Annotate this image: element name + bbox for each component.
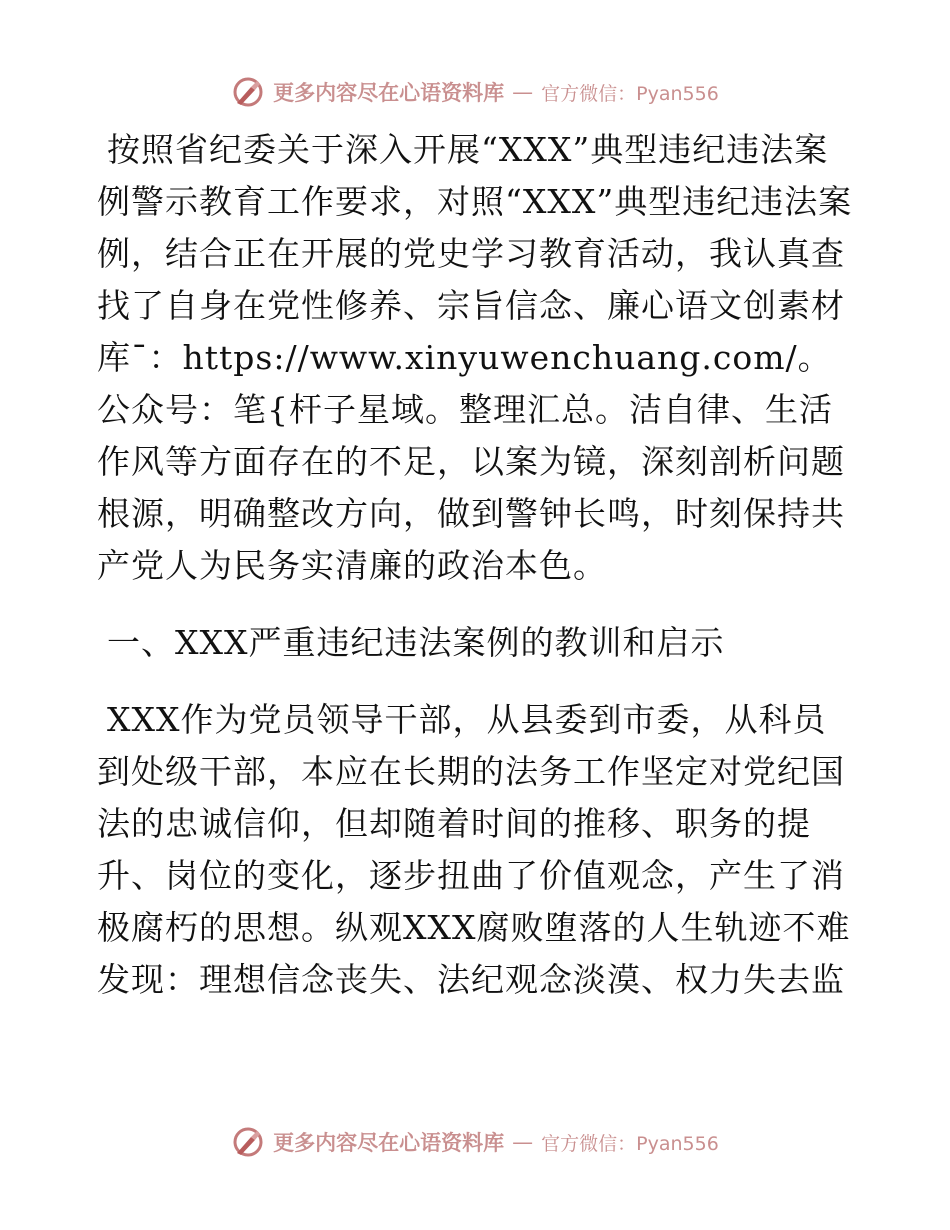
watermark-main-text: 更多内容尽在心语资料库 (273, 1130, 505, 1155)
watermark-wechat-text: 官方微信：Pyan556 (541, 82, 719, 105)
section-paragraph: XXX作为党员领导干部，从县委到市委，从科员到处级干部，本应在长期的法务工作坚定对党纪国法的忠诚信仰，但却随着时间的推移、职务的提升、岗位的变化，逐步扭曲了价值观念，产生了消极腐朽的思想。纵观XXX腐败堕落的人生轨迹不难发现：理想信念丧失、法纪观念淡漠、权力失去监 (97, 700, 851, 999)
watermark-wechat-text: 官方微信：Pyan556 (541, 1132, 719, 1155)
header-watermark (0, 72, 950, 112)
pen-circle-logo-icon (231, 75, 265, 109)
footer-watermark (0, 1122, 950, 1162)
intro-paragraph: 按照省纪委关于深入开展“XXX”典型违纪违法案例警示教育工作要求，对照“XXX”典型违纪违法案例，结合正在开展的党史学习教育活动，我认真查找了自身在党性修养、宗旨信念、廉心语文创素材库¯：https://www.xinyuwenchuang.com/。公众号：笔{杆子星域。整理汇总。洁自律、生活作风等方面存在的不足，以案为镜，深刻剖析问题根源，明确整改方向，做到警钟长鸣，时刻保持共产党人为民务实清廉的政治本色。 (97, 130, 853, 585)
watermark-dash: — (512, 1130, 534, 1154)
document-body (97, 124, 857, 1006)
watermark-main-text: 更多内容尽在心语资料库 (273, 80, 505, 105)
pen-circle-logo-icon (231, 1125, 265, 1159)
section-heading: 一、XXX严重违纪违法案例的教训和启示 (107, 623, 725, 662)
watermark-dash: — (512, 80, 534, 104)
